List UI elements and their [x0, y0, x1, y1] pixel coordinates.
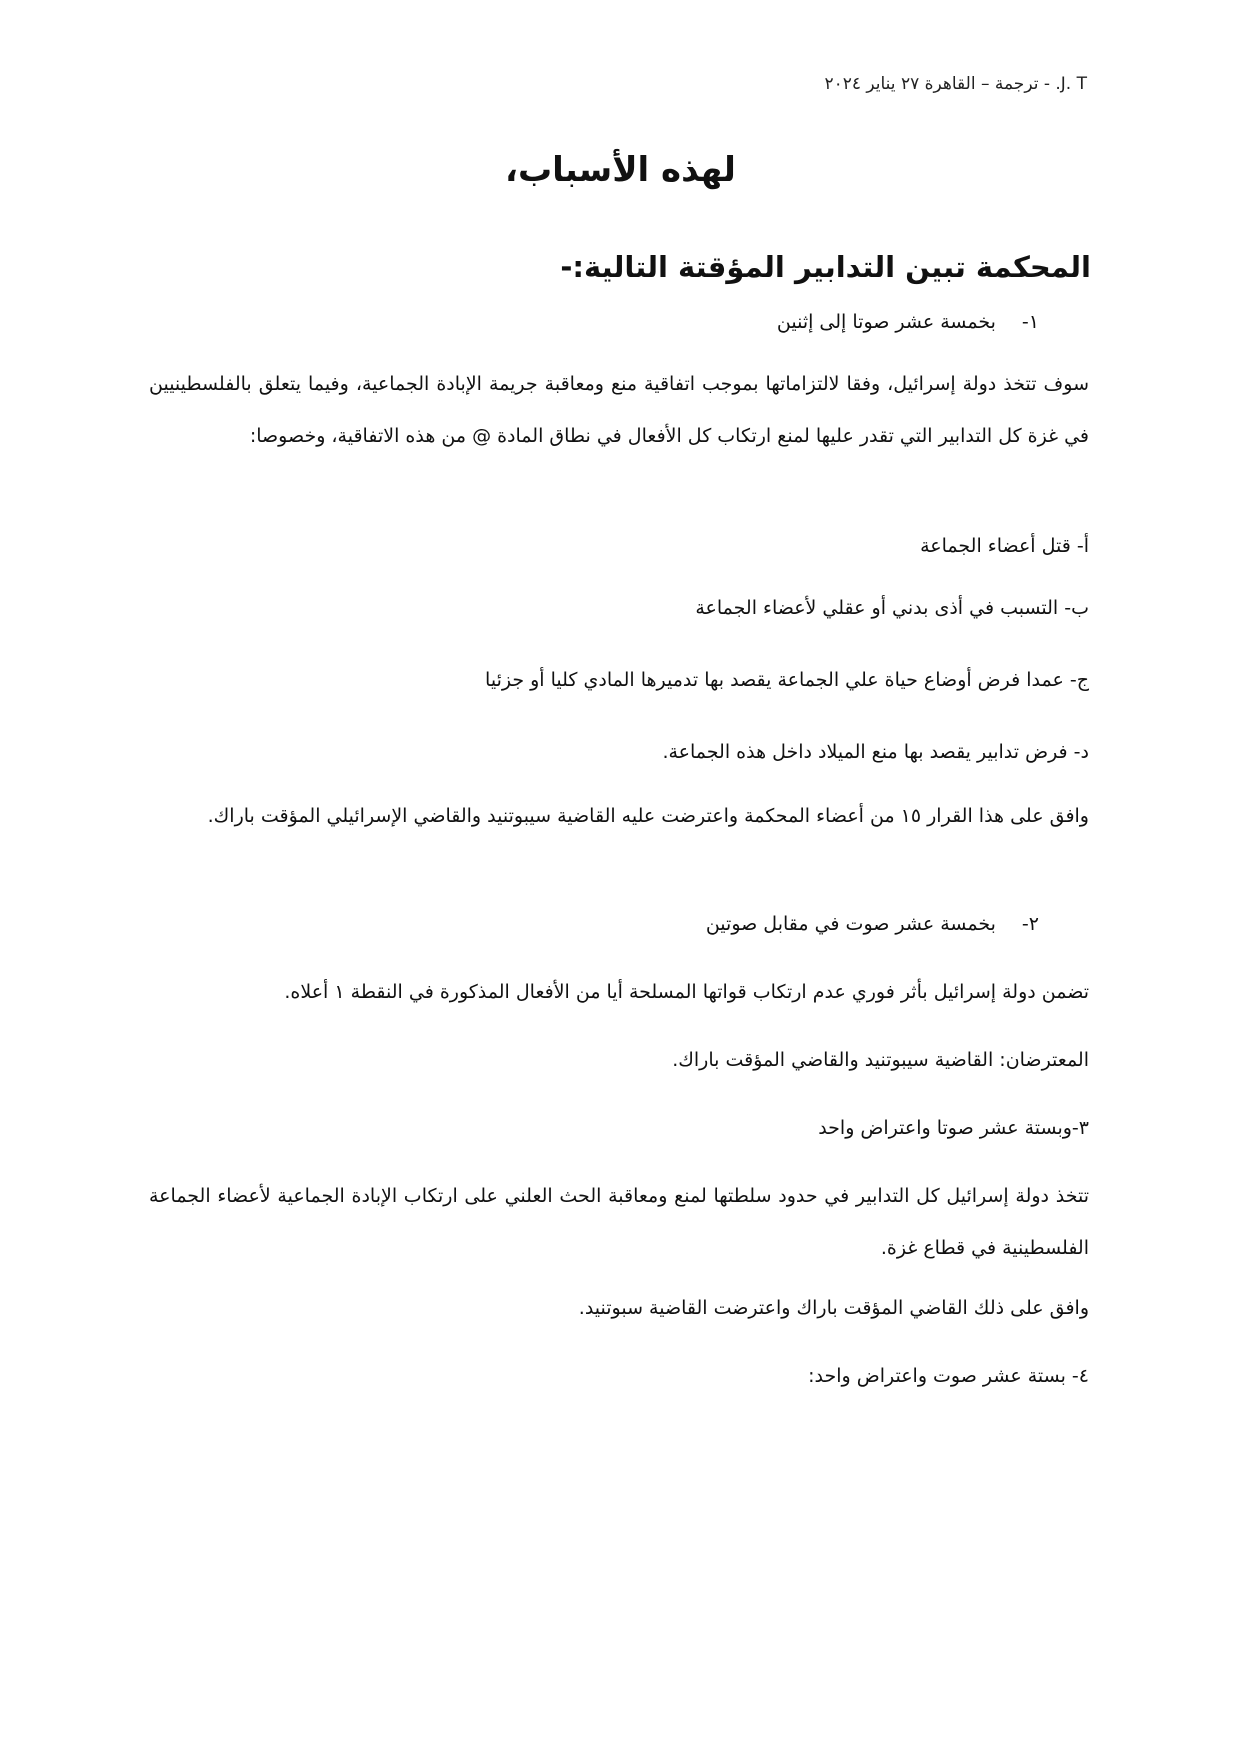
header-note: J. T. - ترجمة – القاهرة ٢٧ يناير ٢٠٢٤: [824, 74, 1087, 94]
vote-number-2: ٢-: [1021, 913, 1039, 935]
paragraph-3: تضمن دولة إسرائيل بأثر فوري عدم ارتكاب قواتها المسلحة أيا من الأفعال المذكورة في النقطة ١ أعلاه.: [284, 981, 1089, 1003]
page-title: لهذه الأسباب،: [505, 150, 736, 190]
vote-line-2: [99, 898, 1089, 950]
list-item-c: ج- عمدا فرض أوضاع حياة علي الجماعة يقصد بها تدميرها المادي كليا أو جزئيا: [485, 669, 1089, 691]
paragraph-1: سوف تتخذ دولة إسرائيل، وفقا لالتزاماتها بموجب اتفاقية منع ومعاقبة جريمة الإبادة الجماعية، وفيما يتعلق بالفلسطينيين في غزة كل التدابير التي تقدر عليها لمنع ارتكاب كل الأفعال في نطاق المادة @ من هذه الاتفاقية، وخصوصا:: [149, 373, 1089, 447]
vote-line-3: ٣-وبستة عشر صوتا واعتراض واحد: [818, 1117, 1089, 1139]
section-heading: المحكمة تبين التدابير المؤقتة التالية:-: [560, 250, 1091, 284]
vote-text-2: بخمسة عشر صوت في مقابل صوتين: [705, 913, 996, 935]
list-item-d: د- فرض تدابير يقصد بها منع الميلاد داخل هذه الجماعة.: [662, 741, 1089, 763]
paragraph-2: وافق على هذا القرار ١٥ من أعضاء المحكمة واعترضت عليه القاضية سيبوتنيد والقاضي الإسرائيلي المؤقت باراك.: [207, 805, 1089, 827]
paragraph-6: وافق على ذلك القاضي المؤقت باراك واعترضت القاضية سبوتنيد.: [578, 1297, 1089, 1319]
vote-line-1: [99, 296, 1089, 348]
paragraph-4: المعترضان: القاضية سيبوتنيد والقاضي المؤقت باراك.: [672, 1049, 1089, 1071]
paragraph-5: تتخذ دولة إسرائيل كل التدابير في حدود سلطتها لمنع ومعاقبة الحث العلني على ارتكاب الإبادة الجماعية لأعضاء الجماعة الفلسطينية في قطاع غزة.: [149, 1185, 1089, 1259]
vote-line-4: ٤- بستة عشر صوت واعتراض واحد:: [808, 1365, 1089, 1387]
vote-text-1: بخمسة عشر صوتا إلى إثنين: [776, 311, 996, 333]
list-item-a: أ- قتل أعضاء الجماعة: [920, 535, 1089, 557]
list-item-b: ب- التسبب في أذى بدني أو عقلي لأعضاء الجماعة: [695, 597, 1089, 619]
vote-number-1: ١-: [1021, 311, 1039, 333]
